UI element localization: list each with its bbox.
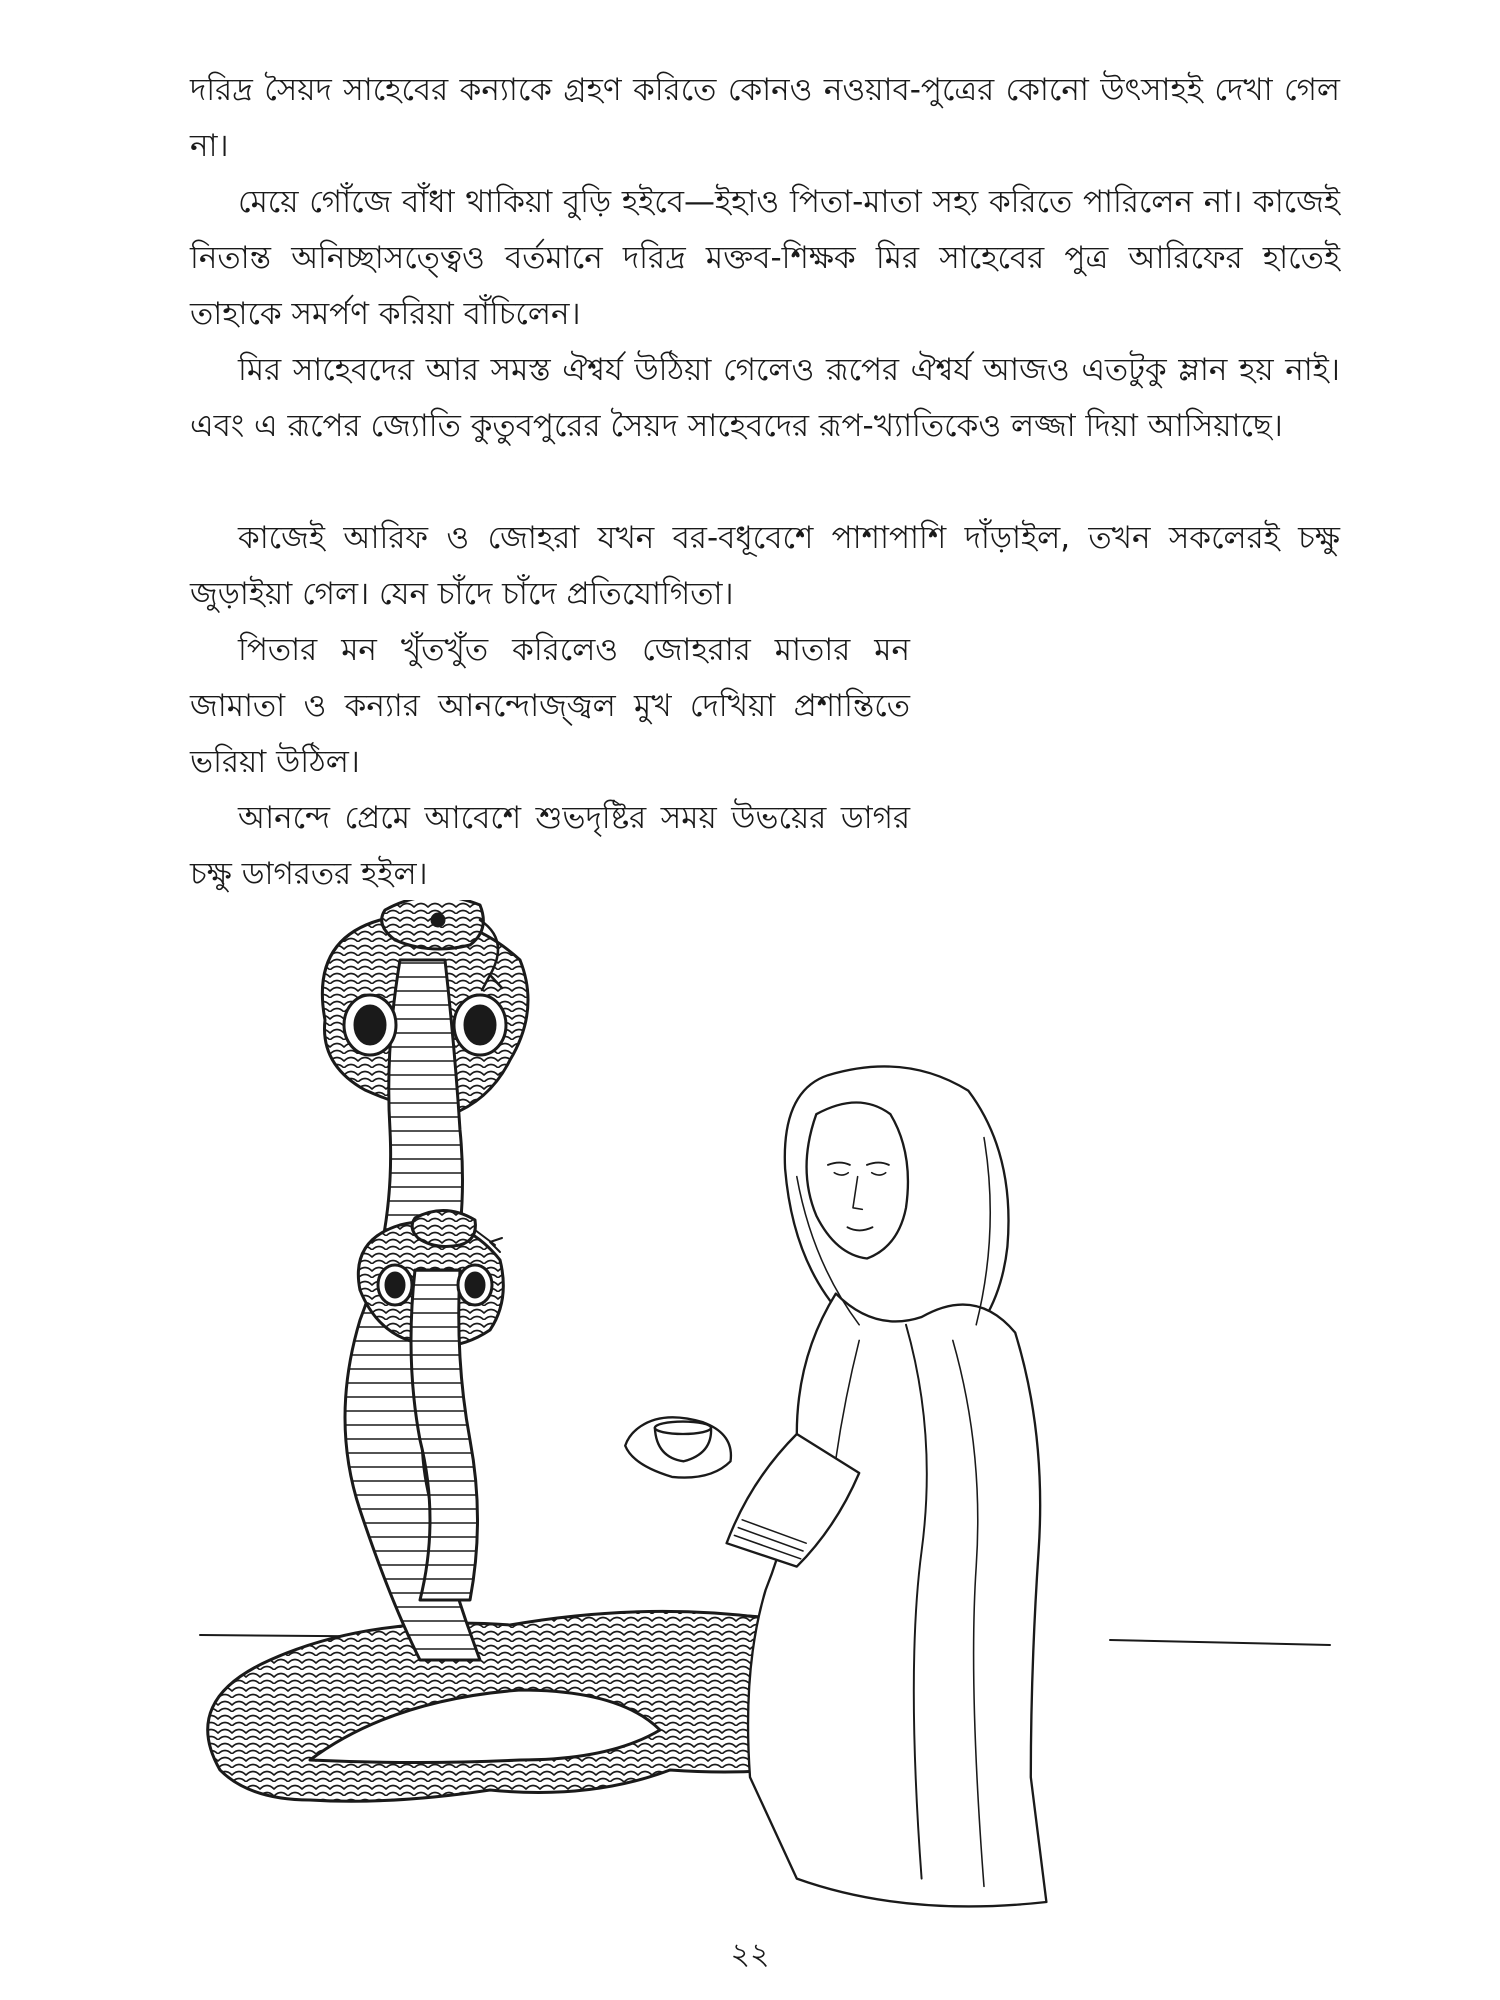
page-number: ২২	[730, 1937, 770, 1972]
paragraph-2: মেয়ে গোঁজে বাঁধা থাকিয়া বুড়ি হইবে—ইহাও পিতা-মাতা সহ্য করিতে পারিলেন না। কাজেই নিতান্ত অনিচ্ছাসত্ত্বেও বর্তমানে দরিদ্র মক্তব-শিক্ষক মির সাহেবের পুত্র আরিফের হাতেই তাহাকে সমর্পণ করিয়া বাঁচিলেন।	[190, 184, 1340, 332]
paragraph-4: কাজেই আরিফ ও জোহরা যখন বর-বধূবেশে পাশাপাশি দাঁড়াইল, তখন সকলেরই চক্ষু জুড়াইয়া গেল। যেন চাঁদে চাঁদে প্রতিযোগিতা।	[190, 520, 1340, 612]
paragraph-3: মির সাহেবদের আর সমস্ত ঐশ্বর্য উঠিয়া গেলেও রূপের ঐশ্বর্য আজও এতটুকু ম্লান হয় নাই। এবং এ রূপের জ্যোতি কুতুবপুরের সৈয়দ সাহেবদের রূপ-খ্যাতিকেও লজ্জা দিয়া আসিয়াছে।	[190, 352, 1340, 444]
paragraph-5: পিতার মন খুঁতখুঁত করিলেও জোহরার মাতার মন জামাতা ও কন্যার আনন্দোজ্জ্বল মুখ দেখিয়া প্রশান্তিতে ভরিয়া উঠিল।	[190, 632, 910, 780]
paragraph-6: আনন্দে প্রেমে আবেশে শুভদৃষ্টির সময় উভয়ের ডাগর চক্ষু ডাগরতর হইল।	[190, 800, 910, 892]
paragraph-1: দরিদ্র সৈয়দ সাহেবের কন্যাকে গ্রহণ করিতে কোনও নওয়াব-পুত্রের কোনো উৎসাহই দেখা গেল না।	[190, 72, 1340, 164]
illustration-woman-feeding-snakes	[190, 900, 1340, 1910]
woman-figure	[625, 1066, 1046, 1906]
